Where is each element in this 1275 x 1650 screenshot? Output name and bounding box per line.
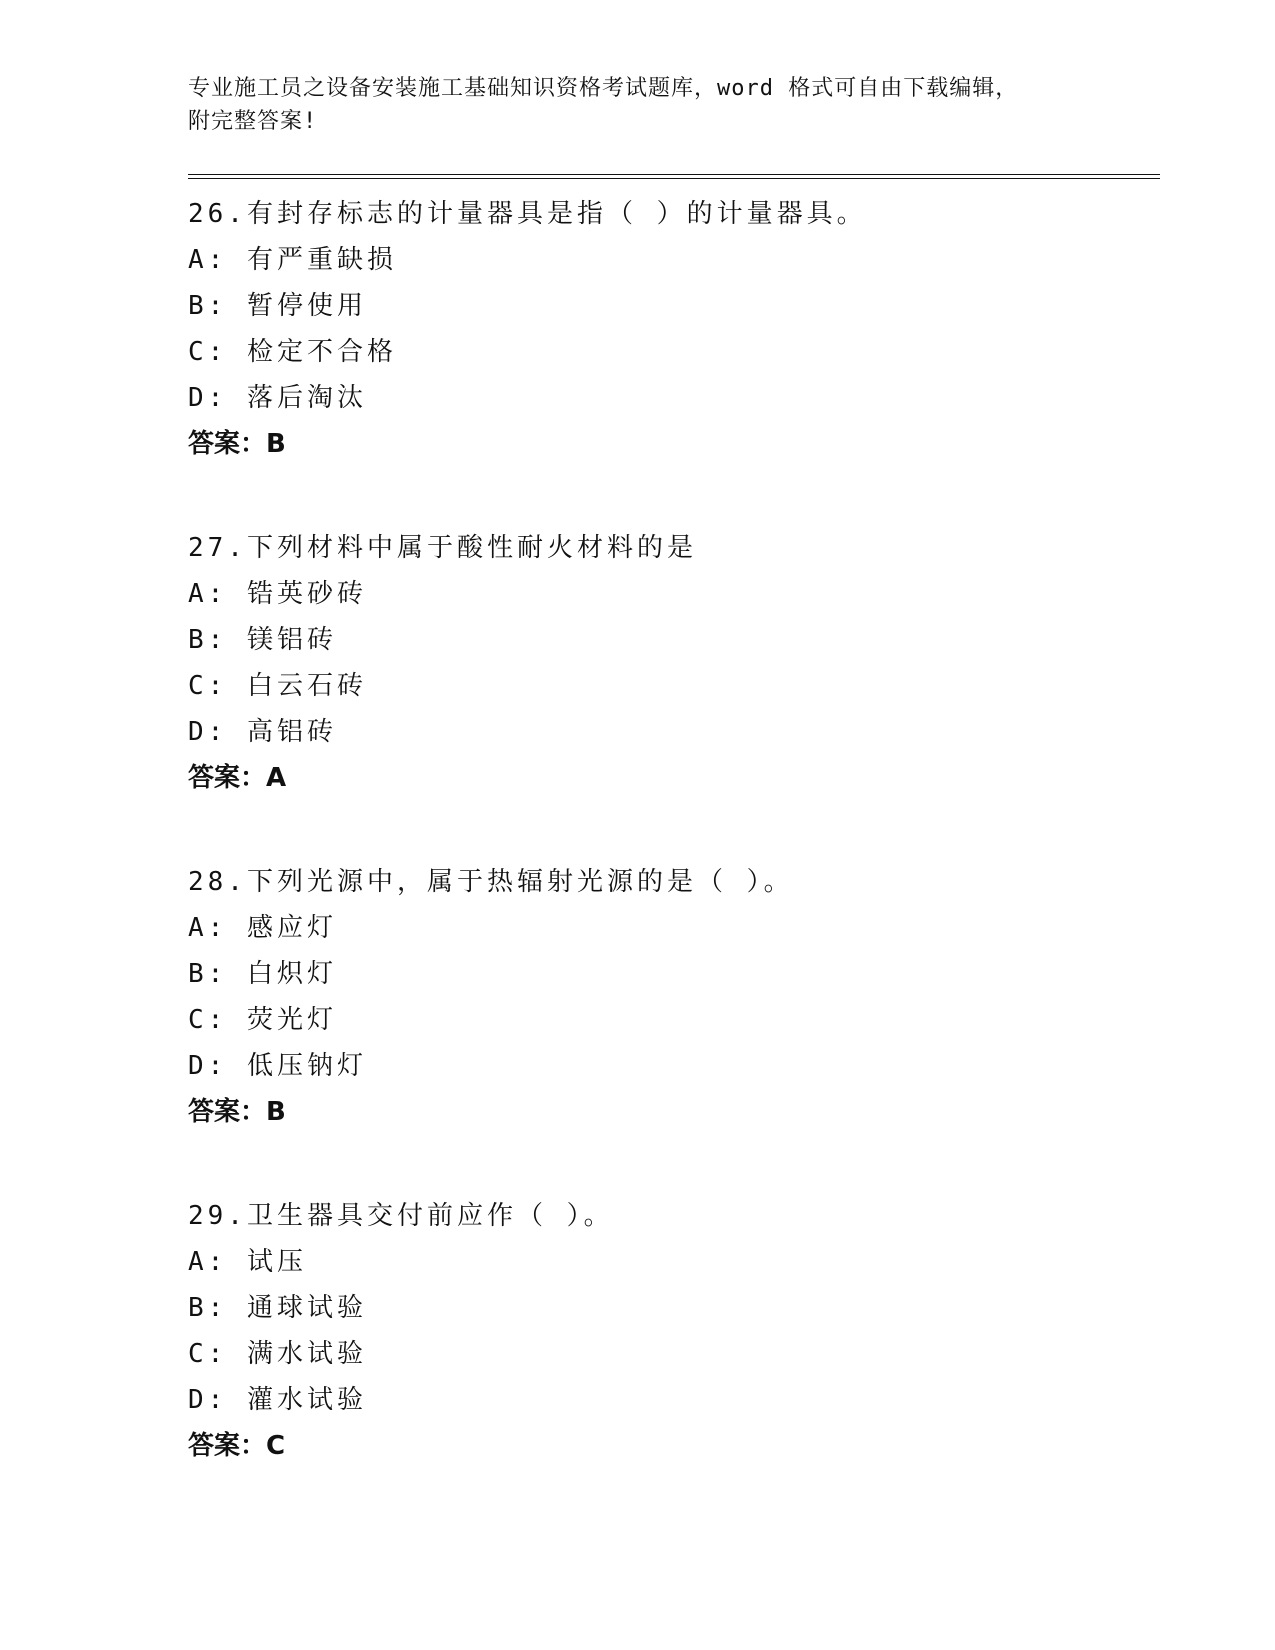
option-d: D: 高铝砖 <box>188 717 337 747</box>
header-divider <box>188 174 1160 179</box>
option-d: D: 落后淘汰 <box>188 383 367 413</box>
option-c: C: 白云石砖 <box>188 671 367 701</box>
question-26 <box>188 191 1160 467</box>
question-stem: 27.下列材料中属于酸性耐火材料的是 <box>188 533 697 563</box>
option-a: A: 有严重缺损 <box>188 245 397 275</box>
question-stem: 26.有封存标志的计量器具是指（ ）的计量器具。 <box>188 199 867 229</box>
option-c: C: 满水试验 <box>188 1339 367 1369</box>
question-stem: 29.卫生器具交付前应作（ ）。 <box>188 1201 614 1231</box>
option-a: A: 试压 <box>188 1247 307 1277</box>
header-line-2: 附完整答案! <box>188 109 318 134</box>
option-b: B: 镁铝砖 <box>188 625 337 655</box>
option-b: B: 白炽灯 <box>188 959 337 989</box>
answer-line: 答案：A <box>188 763 287 793</box>
option-d: D: 低压钠灯 <box>188 1051 367 1081</box>
option-c: C: 荧光灯 <box>188 1005 337 1035</box>
question-27 <box>188 525 1160 801</box>
document-page <box>188 72 1160 1469</box>
option-b: B: 暂停使用 <box>188 291 367 321</box>
answer-line: 答案：B <box>188 1097 286 1127</box>
question-28 <box>188 859 1160 1135</box>
question-29 <box>188 1193 1160 1469</box>
answer-line: 答案：C <box>188 1431 286 1461</box>
question-stem: 28.下列光源中，属于热辐射光源的是（ ）。 <box>188 867 794 897</box>
option-c: C: 检定不合格 <box>188 337 397 367</box>
option-a: A: 感应灯 <box>188 913 337 943</box>
option-d: D: 灌水试验 <box>188 1385 367 1415</box>
option-a: A: 锆英砂砖 <box>188 579 367 609</box>
option-b: B: 通球试验 <box>188 1293 367 1323</box>
answer-line: 答案：B <box>188 429 286 459</box>
document-header <box>188 72 1160 138</box>
header-line-1: 专业施工员之设备安装施工基础知识资格考试题库，word 格式可自由下载编辑， <box>188 76 1019 101</box>
